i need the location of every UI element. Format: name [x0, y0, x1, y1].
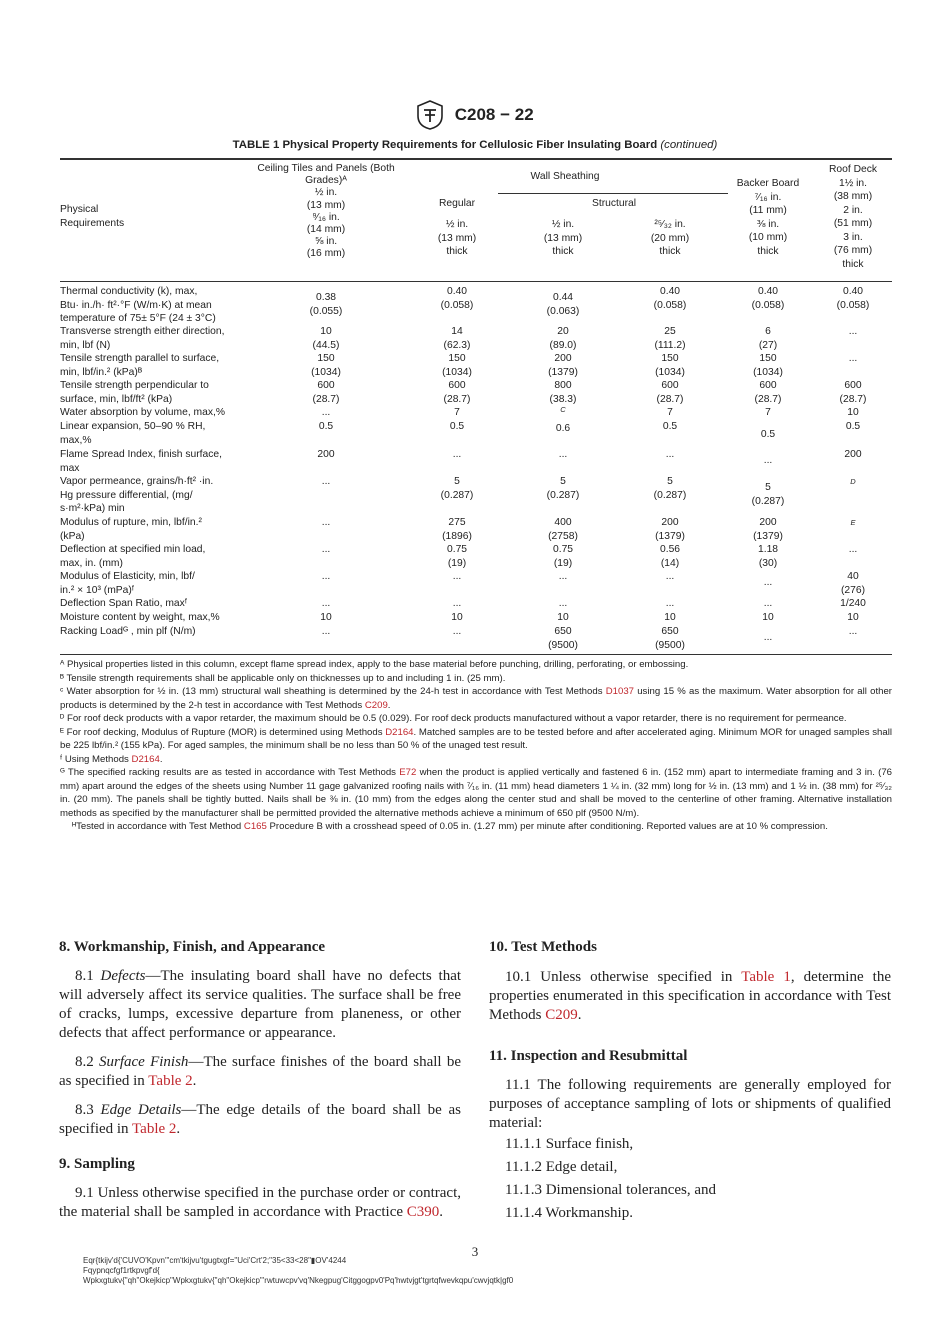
footnote-f: ᶠ Using Methods D2164.: [60, 753, 163, 765]
table-cell: 0.5: [318, 421, 334, 432]
table-cell: ...: [763, 455, 773, 466]
wall-sheathing-rule: [498, 193, 728, 194]
table-cell: 10: [847, 407, 859, 418]
table-footnotes: [60, 658, 892, 834]
header-physical-requirements: Physical Requirements: [60, 204, 125, 229]
table-cell: 10: [320, 612, 332, 623]
table-cell: 0.38 (0.055): [309, 292, 343, 317]
table-top-rule: [60, 158, 892, 160]
table-cell: 600 (28.7): [443, 380, 471, 405]
footnote-h: ᴴTested in accordance with Test Method C165 Procedure B with a crosshead speed of 0.05 in. (1.27 mm) per minute after conditioning. Reported values are at 10 % compression.: [72, 821, 828, 832]
table-cell: 6 (27): [758, 326, 778, 351]
row-label: Transverse strength either direction, min, lbf (N): [60, 326, 225, 351]
table-cell: ...: [452, 598, 462, 609]
footnote-b: ᴮ Tensile strength requirements shall be applicable only on thicknesses up to and including 1 in. (25 mm).: [60, 672, 506, 684]
row-label: Linear expansion, 50–90 % RH, max,%: [60, 421, 206, 446]
table-cell: ...: [558, 598, 568, 609]
table-cell: 600 (28.7): [656, 380, 684, 405]
table-header-rule: [60, 281, 892, 282]
table-cell: ...: [452, 449, 462, 460]
link-table-1[interactable]: Table 1: [741, 969, 791, 985]
header-wall-sheathing: Wall Sheathing: [530, 171, 600, 182]
table-cell: 7: [454, 407, 460, 418]
table-cell: D: [850, 477, 856, 486]
link-table-2[interactable]: Table 2: [148, 1073, 193, 1089]
table-cell: 0.6: [555, 423, 571, 434]
link-c209[interactable]: C209: [364, 699, 388, 711]
row-label: Vapor permeance, grains/h·ft² ·in. Hg pressure differential, (mg/ s·m²·kPa) min: [60, 476, 214, 514]
paragraph-8-2: 8.2 Surface Finish—The surface finishes of the board shall be as specified in Table 2.: [59, 1054, 462, 1089]
table-cell: 600 (28.7): [839, 380, 867, 405]
table-cell: 0.40 (0.058): [653, 286, 687, 311]
table-cell: 200 (1379): [548, 353, 578, 378]
table-cell: 0.56 (14): [659, 544, 681, 569]
paragraph-11-1: 11.1 The following requirements are generally employed for purposes of acceptance sampling of lots or shipments of qualified material:: [489, 1077, 891, 1131]
row-label: Deflection Span Ratio, maxᶠ: [60, 598, 188, 609]
table-cell: ...: [848, 544, 858, 555]
row-label: Moisture content by weight, max,%: [60, 612, 220, 623]
link-c209[interactable]: C209: [545, 1007, 578, 1023]
header-regular-size: ½ in. (13 mm) thick: [437, 219, 477, 257]
license-notice: Eqr{tkijv'd{'CUVO'Kpvn'"cm'tkijvu'tgugtxgf="Uci'Crt'2;"35<33<28"▮OV'4244 Fqypnqcfgf1rtkpvgf'd{ Wpkxgtukv{"qh"Okejkicp"Wpkxgtukv{"qh"Okejkicp"'rwtuwcpv'vq'Nkegpug'Citggogpv0'Pq'hwtvjgt'tgrtqfwevkqpu'cwvjqtk|gf0: [83, 1256, 514, 1285]
table-cell: ...: [665, 571, 675, 582]
footnote-g: ᴳ The specified racking results are as tested in accordance with Test Methods E72 when the product is applied vertically and fastened 6 in. (152 mm) apart to intermediate framing and 3 in. (76 mm) apart around the edges of the sheets using Number 11 gage galvanized roofing nails with ⁷⁄₁₆ in. (11 mm) head diameters 1 ¼ in. (32 mm) long for ½ in. (13 mm) and 1 ½ in. (38 mm) for ²⁵⁄₃₂ in. (20 mm). The panels shall be tightly butted. Nails shall be ⅜ in. (10 mm) from the edges along the center stud and shall be moved to the centerline of other framing. Alternative installation methods as specified by the manufacturer shall be permitted provided the alternative methods achieve a minimum of 650 plf (9500 N/m).: [60, 767, 893, 819]
table-cell: 0.40 (0.058): [836, 286, 870, 311]
table-cell: ...: [848, 326, 858, 337]
table-cell: C: [560, 405, 566, 414]
paragraph-8-1: 8.1 Defects—The insulating board shall have no defects that will adversely affect its service qualities. The surface shall be free of cracks, lumps, excessive departure from planeness, or other defects that affect performance or appearance.: [59, 968, 462, 1041]
table-cell: 650 (9500): [655, 626, 685, 651]
header-backer-board: Backer Board ⁷⁄₁₆ in. (11 mm) ⅜ in. (10 mm) thick: [736, 178, 800, 257]
footnote-a: ᴬ Physical properties listed in this column, except flame spread index, apply to the base material before punching, drilling, perforating, or embossing.: [60, 659, 689, 670]
document-header: [0, 100, 950, 130]
table-cell: 0.75 (19): [446, 544, 468, 569]
astm-logo-icon: [416, 100, 444, 130]
header-structural: Structural: [591, 198, 637, 209]
table-cell: E: [850, 518, 856, 527]
row-label: Flame Spread Index, finish surface, max: [60, 449, 222, 474]
header-structural-25-32: ²⁵⁄₃₂ in. (20 mm) thick: [650, 219, 690, 257]
paragraph-10-1: 10.1 Unless otherwise specified in Table 1, determine the properties enumerated in this specification in accordance with Test Methods C209.: [489, 969, 892, 1023]
table-title: [0, 139, 950, 151]
header-roof-deck: Roof Deck 1½ in. (38 mm) 2 in. (51 mm) 3 in. (76 mm) thick: [828, 164, 878, 270]
table-title-continued: (continued): [660, 139, 718, 151]
table-cell: ...: [665, 449, 675, 460]
table-cell: ...: [558, 571, 568, 582]
table-cell: ...: [321, 544, 331, 555]
table-cell: ...: [321, 476, 331, 487]
table-cell: 0.5: [760, 429, 776, 440]
link-c165[interactable]: C165: [243, 821, 267, 832]
table-cell: ...: [321, 598, 331, 609]
table-cell: 7: [765, 407, 771, 418]
table-cell: ...: [763, 632, 773, 643]
table-cell: ...: [321, 517, 331, 528]
link-d2164[interactable]: D2164: [385, 726, 414, 738]
row-label: Deflection at specified min load, max, in. (mm): [60, 544, 206, 569]
footnote-c: ᶜ Water absorption for ½ in. (13 mm) structural wall sheathing is determined by the 24-h test in accordance with Test Methods D1037 using 15 % as the maximum. Water absorption for all other products is determined by the 2-h test in accordance with Test Methods C209.: [60, 686, 892, 711]
table-cell: 7: [667, 407, 673, 418]
list-item-11-1-3: 11.1.3 Dimensional tolerances, and: [505, 1182, 717, 1198]
table-cell: 650 (9500): [548, 626, 578, 651]
table-cell: 800 (38.3): [549, 380, 577, 405]
table-cell: 0.75 (19): [552, 544, 574, 569]
page-number: 3: [471, 1244, 479, 1259]
table-cell: 25 (111.2): [654, 326, 686, 351]
paragraph-8-3: 8.3 Edge Details—The edge details of the board shall be as specified in Table 2.: [59, 1102, 461, 1137]
table-cell: 0.5: [449, 421, 465, 432]
row-label: Tensile strength perpendicular to surface, min, lbf/ft² (kPa): [60, 380, 209, 405]
table-cell: ...: [321, 571, 331, 582]
list-item-11-1-4: 11.1.4 Workmanship.: [505, 1205, 633, 1221]
table-cell: ...: [763, 577, 773, 588]
table-cell: ...: [321, 407, 331, 418]
row-label: Racking Loadᴳ , min plf (N/m): [60, 626, 196, 637]
table-cell: 1/240: [840, 598, 866, 609]
row-label: Modulus of rupture, min, lbf/in.² (kPa): [60, 517, 202, 542]
table-cell: 10 (44.5): [312, 326, 340, 351]
footnote-e: ᴱ For roof decking, Modulus of Rupture (MOR) is determined using Methods D2164. Matched samples are to be tested before and after accelerated aging. Minimum MOR for unaged samples shall be 225 lbf/in.² (155 kPa). For aged samples, the minimum shall be no less than 50 % of the unaged test result.: [60, 726, 892, 751]
table-cell: 10: [847, 612, 859, 623]
list-item-11-1-2: 11.1.2 Edge detail,: [505, 1159, 618, 1175]
section-10-heading: 10. Test Methods: [489, 939, 597, 955]
table-cell: 5 (0.287): [440, 476, 474, 501]
table-cell: 1.18 (30): [757, 544, 779, 569]
table-cell: 0.40 (0.058): [440, 286, 474, 311]
header-structural-half-inch: ½ in. (13 mm) thick: [543, 219, 583, 257]
table-cell: ...: [452, 571, 462, 582]
paragraph-9-1: 9.1 Unless otherwise specified in the purchase order or contract, the material shall be sampled in accordance with Practice C390.: [59, 1185, 461, 1220]
table-cell: 0.40 (0.058): [751, 286, 785, 311]
table-cell: 0.5: [845, 421, 861, 432]
table-cell: 0.44 (0.063): [546, 292, 580, 317]
table-cell: 40 (276): [840, 571, 866, 596]
table-cell: ...: [848, 353, 858, 364]
row-label: Modulus of Elasticity, min, lbf/ in.² × 10³ (mPa)ᶠ: [60, 571, 195, 596]
table-cell: 10: [762, 612, 774, 623]
row-label: Tensile strength parallel to surface, min, lbf/in.² (kPa)ᴮ: [60, 353, 220, 378]
table-cell: 600 (28.7): [312, 380, 340, 405]
section-8-heading: 8. Workmanship, Finish, and Appearance: [59, 939, 326, 955]
row-label: Water absorption by volume, max,%: [60, 407, 226, 418]
table-cell: ...: [321, 626, 331, 637]
section-9-heading: 9. Sampling: [59, 1156, 135, 1172]
table-cell: 200: [317, 449, 335, 460]
footnote-d: ᴰ For roof deck products with a vapor retarder, the maximum should be 0.5 (0.029). For roof deck products manufactured without a vapor retarder, there is no requirement for permeance.: [60, 713, 847, 724]
table-cell: ...: [848, 626, 858, 637]
link-d2164[interactable]: D2164: [131, 753, 160, 765]
row-label: Thermal conductivity (k), max, Btu· in./h· ft²·°F (W/m·K) at mean temperature of 75± 5°F (24 ± 3°C): [60, 286, 216, 324]
table-cell: 0.5: [662, 421, 678, 432]
list-item-11-1-1: 11.1.1 Surface finish,: [505, 1136, 634, 1152]
table-cell: 150 (1034): [753, 353, 783, 378]
link-e72[interactable]: E72: [399, 767, 417, 778]
header-regular: Regular: [438, 198, 476, 209]
table-cell: 10: [451, 612, 463, 623]
table-cell: 600 (28.7): [754, 380, 782, 405]
table-cell: 5 (0.287): [546, 476, 580, 501]
header-ceiling-tiles: Ceiling Tiles and Panels (Both Grades)ᴬ ½ in. (13 mm) ⁹⁄₁₆ in. (14 mm) ⅝ in. (16 mm): [257, 163, 395, 260]
table-cell: 200: [844, 449, 862, 460]
table-cell: 150 (1034): [442, 353, 472, 378]
table-cell: 10: [557, 612, 569, 623]
table-cell: 5 (0.287): [751, 482, 785, 507]
table-cell: 150 (1034): [311, 353, 341, 378]
table-cell: 275 (1896): [442, 517, 472, 542]
table-cell: ...: [763, 598, 773, 609]
table-cell: 400 (2758): [548, 517, 578, 542]
table-bottom-rule: [60, 654, 892, 655]
link-d1037[interactable]: D1037: [605, 686, 634, 697]
table-cell: ...: [452, 626, 462, 637]
table-cell: 200 (1379): [655, 517, 685, 542]
document-number: C208 − 22: [454, 105, 534, 124]
table-cell: 150 (1034): [655, 353, 685, 378]
table-title-main: TABLE 1 Physical Property Requirements for Cellulosic Fiber Insulating Board: [232, 139, 658, 151]
table-cell: 5 (0.287): [653, 476, 687, 501]
section-11-heading: 11. Inspection and Resubmittal: [489, 1048, 688, 1064]
left-column: [59, 938, 461, 1232]
table-cell: ...: [665, 598, 675, 609]
table-cell: 10: [664, 612, 676, 623]
table-cell: 14 (62.3): [443, 326, 471, 351]
table-cell: ...: [558, 449, 568, 460]
link-c390[interactable]: C390: [406, 1204, 440, 1220]
table-cell: 20 (89.0): [549, 326, 577, 351]
link-table-2[interactable]: Table 2: [132, 1121, 177, 1137]
table-cell: 200 (1379): [753, 517, 783, 542]
right-column: [489, 938, 891, 1227]
